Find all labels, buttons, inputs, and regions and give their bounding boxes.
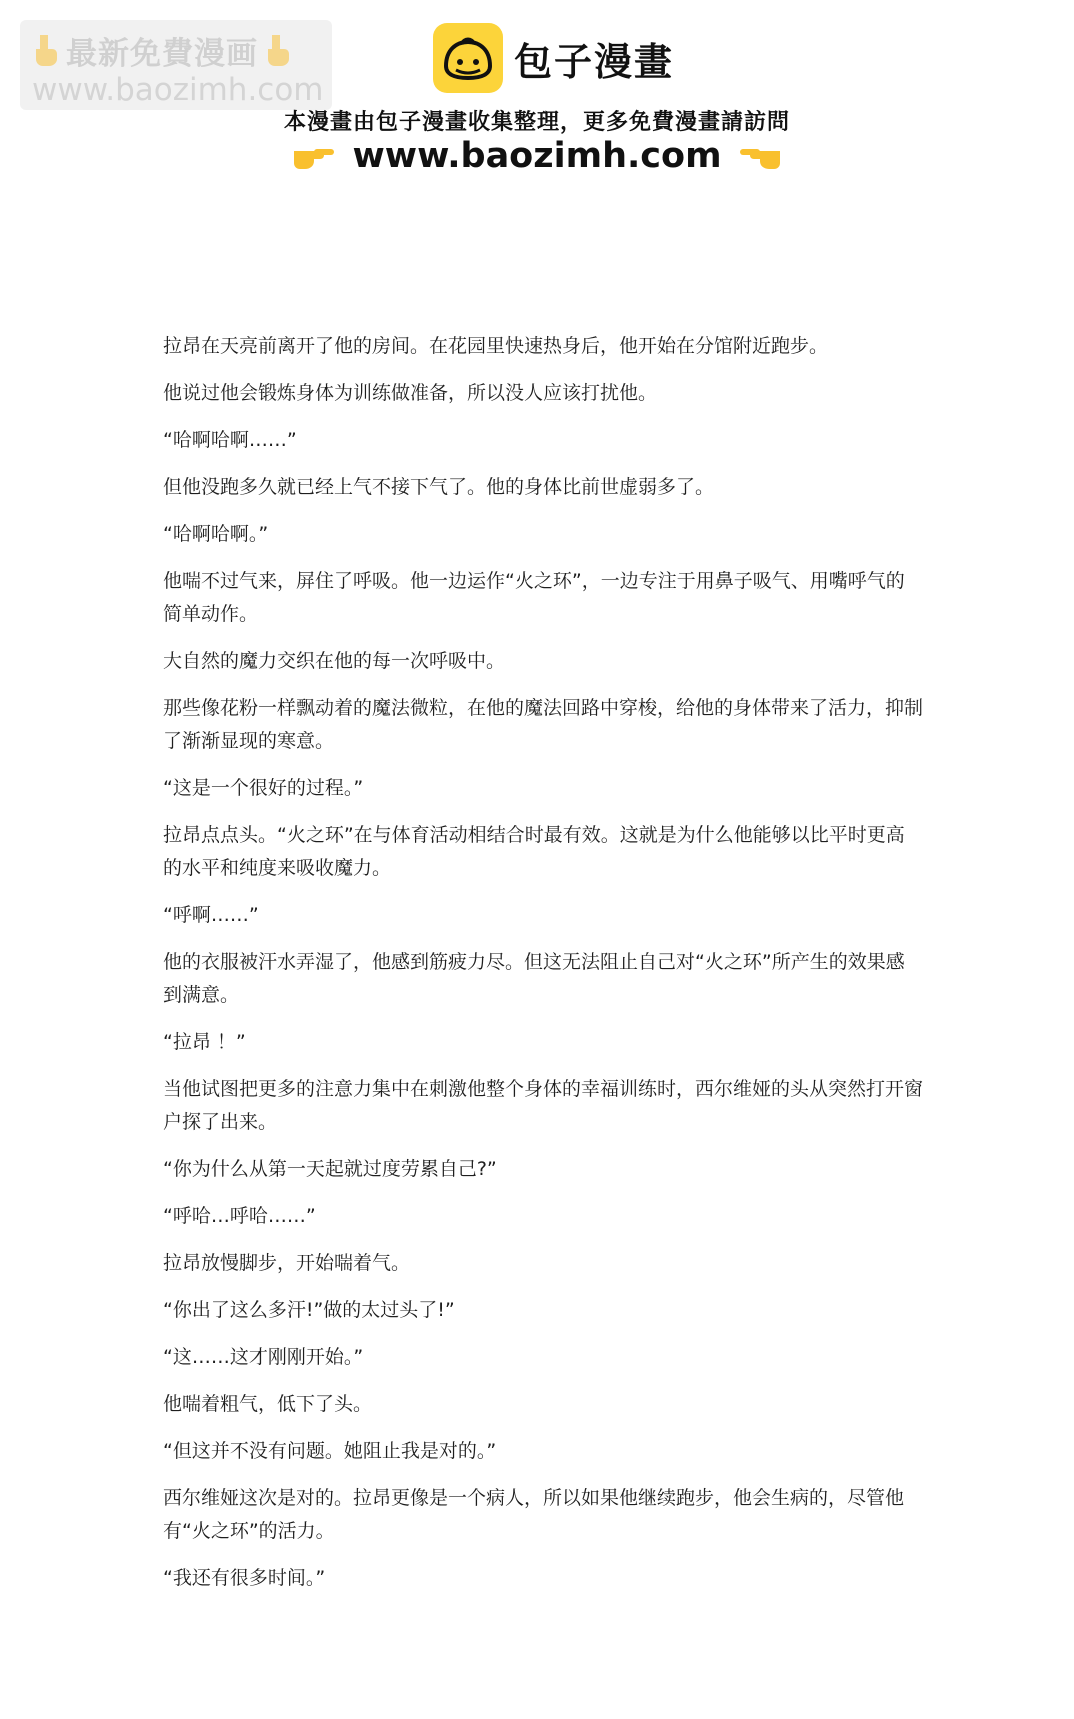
watermark-url: www.baozimh.com	[32, 72, 324, 108]
hand-down-icon	[264, 33, 292, 67]
bun-logo-icon	[432, 22, 504, 94]
header-subtitle: 本漫畫由包子漫畫收集整理，更多免費漫畫請訪問	[283, 110, 790, 135]
watermark-title-row	[32, 28, 322, 72]
article-body	[163, 330, 923, 1609]
paragraph: “这是一个很好的过程。”	[163, 777, 364, 799]
hand-down-icon	[32, 33, 60, 67]
watermark-badge	[20, 20, 332, 110]
paragraph: 拉昂放慢脚步，开始喘着气。	[163, 1252, 411, 1274]
paragraph: 拉昂在天亮前离开了他的房间。在花园里快速热身后，他开始在分馆附近跑步。	[163, 335, 829, 357]
paragraph: 大自然的魔力交织在他的每一次呼吸中。	[163, 650, 506, 672]
paragraph: 他说过他会锻炼身体为训练做准备，所以没人应该打扰他。	[163, 382, 658, 404]
paragraph: “但这并不没有问题。她阻止我是对的。”	[163, 1440, 497, 1462]
paragraph: “你出了这么多汗!”做的太过头了!”	[163, 1299, 455, 1321]
paragraph: 拉昂点点头。“火之环”在与体育活动相结合时最有效。这就是为什么他能够以比平时更高的水平和纯度来吸收魔力。	[163, 824, 905, 879]
logo-text: 包子漫畫	[514, 39, 675, 84]
paragraph: 那些像花粉一样飘动着的魔法微粒，在他的魔法回路中穿梭，给他的身体带来了活力，抑制了渐渐显现的寒意。	[163, 697, 924, 752]
paragraph: 他的衣服被汗水弄湿了，他感到筋疲力尽。但这无法阻止自己对“火之环”所产生的效果感到满意。	[163, 951, 905, 1006]
watermark-title: 最新免費漫画	[66, 35, 258, 72]
paragraph: 但他没跑多久就已经上气不接下气了。他的身体比前世虚弱多了。	[163, 476, 715, 498]
paragraph: “我还有很多时间。”	[163, 1567, 326, 1589]
paragraph: “你为什么从第一天起就过度劳累自己?”	[163, 1158, 497, 1180]
paragraph: “哈啊哈啊。”	[163, 523, 269, 545]
site-logo[interactable]	[432, 22, 674, 94]
paragraph: “呼啊……”	[163, 904, 259, 926]
paragraph: “呼哈…呼哈……”	[163, 1205, 316, 1227]
paragraph: 他喘不过气来，屏住了呼吸。他一边运作“火之环”，一边专注于用鼻子吸气、用嘴呼气的简单动作。	[163, 570, 905, 625]
paragraph: 西尔维娅这次是对的。拉昂更像是一个病人，所以如果他继续跑步，他会生病的，尽管他有“火之环”的活力。	[163, 1487, 905, 1542]
paragraph: 当他试图把更多的注意力集中在刺激他整个身体的幸福训练时，西尔维娅的头从突然打开窗户探了出来。	[163, 1078, 924, 1133]
paragraph: “这……这才刚刚开始。”	[163, 1346, 364, 1368]
paragraph: “拉昂 ！”	[163, 1031, 246, 1053]
hand-point-right-icon	[292, 141, 336, 171]
header-url-link[interactable]: www.baozimh.com	[352, 136, 722, 176]
hand-point-left-icon	[738, 141, 782, 171]
header-url-row	[0, 136, 1074, 176]
paragraph: “哈啊哈啊……”	[163, 429, 297, 451]
paragraph: 他喘着粗气，低下了头。	[163, 1393, 373, 1415]
